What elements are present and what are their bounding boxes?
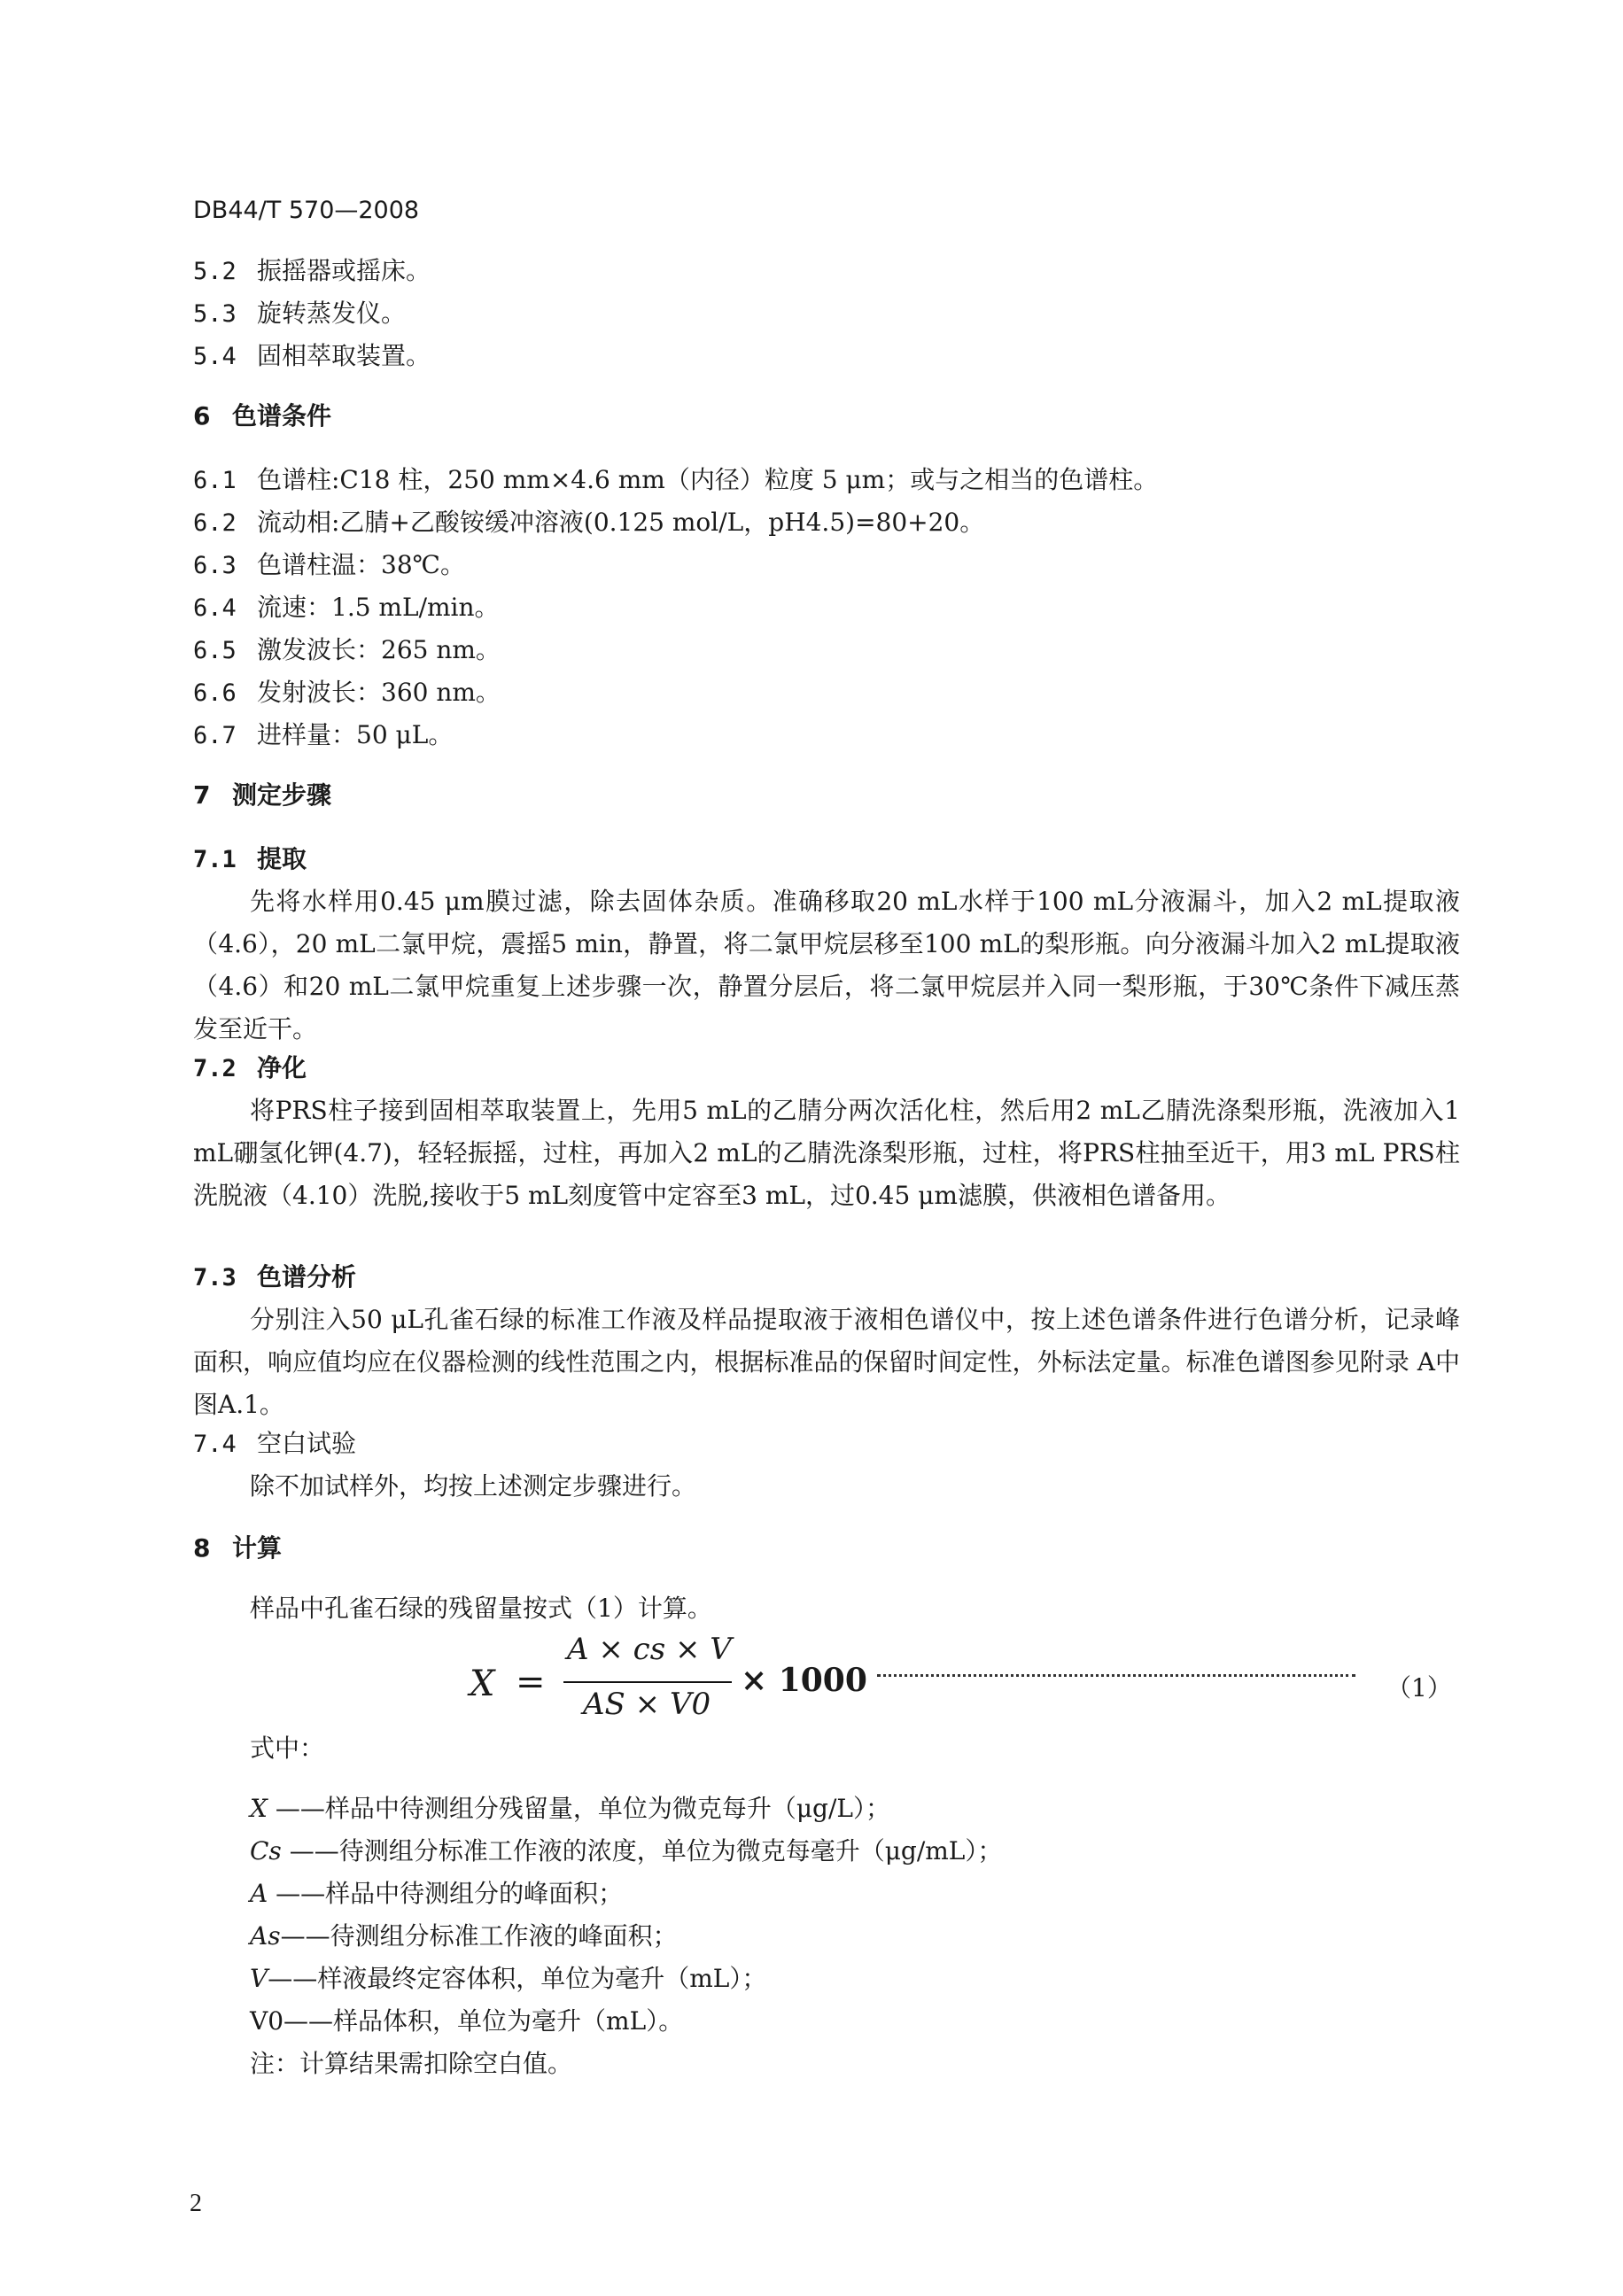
definition-item: V——样液最终定容体积，单位为毫升（mL）； <box>250 1964 767 1993</box>
list-item: 6.1 色谱柱:C18 柱，250 mm×4.6 mm（内径）粒度 5 μm；或与之相当的色谱柱。 <box>193 465 1159 494</box>
list-item: 6.5 激发波长：265 nm。 <box>193 635 501 664</box>
subsection-heading: 7.3 色谱分析 <box>193 1262 357 1292</box>
page-number: 2 <box>190 2190 202 2217</box>
definition-item: As——待测组分标准工作液的峰面积； <box>250 1921 678 1951</box>
formula <box>470 1632 1462 1752</box>
definition-item: X ——样品中待测组分残留量，单位为微克每升（μg/L）； <box>250 1794 890 1823</box>
formula-multiplier: × 1000 <box>741 1662 867 1699</box>
standard-code: DB44/T 570—2008 <box>193 197 420 224</box>
list-item: 6.4 流速：1.5 mL/min。 <box>193 593 500 622</box>
definition-item: A ——样品中待测组分的峰面积； <box>250 1879 624 1908</box>
equation-number: （1） <box>1386 1673 1452 1703</box>
list-item: 5.2 振摇器或摇床。 <box>193 256 431 285</box>
formula-equals: = <box>516 1662 546 1703</box>
definition-item: Cs ——待测组分标准工作液的浓度，单位为微克每毫升（μg/mL）； <box>250 1836 1003 1866</box>
definition-item: V0——样品体积，单位为毫升（mL）。 <box>250 2006 684 2036</box>
section-heading: 6 色谱条件 <box>193 401 332 430</box>
formula-numerator: A × cs × V <box>567 1632 732 1667</box>
list-item: 6.2 流动相:乙腈+乙酸铵缓冲溶液(0.125 mol/L，pH4.5)=80+20。 <box>193 508 985 537</box>
paragraph: 样品中孔雀石绿的残留量按式（1）计算。 <box>250 1594 712 1623</box>
fraction-bar <box>563 1681 732 1683</box>
paragraph: 分别注入50 μL孔雀石绿的标准工作液及样品提取液于液相色谱仪中，按上述色谱条件进行色谱分析，记录峰面积，响应值均应在仪器检测的线性范围之内，根据标准品的保留时间定性，外标法定量。标准色谱图参见附录 A中图A.1。 <box>193 1305 1460 1419</box>
list-item: 5.4 固相萃取装置。 <box>193 341 431 370</box>
list-item: 5.3 旋转蒸发仪。 <box>193 299 407 328</box>
subsection-heading: 7.1 提取 <box>193 844 307 873</box>
paragraph: 除不加试样外，均按上述测定步骤进行。 <box>250 1471 697 1501</box>
subsection-heading: 7.4 空白试验 <box>193 1429 357 1458</box>
list-item: 6.3 色谱柱温：38℃。 <box>193 550 465 579</box>
paragraph: 先将水样用0.45 μm膜过滤，除去固体杂质。准确移取20 mL水样于100 mL分液漏斗，加入2 mL提取液（4.6），20 mL二氯甲烷，震摇5 min，静置，将二氯甲烷层移至100 mL的梨形瓶。向分液漏斗加入2 mL提取液（4.6）和20 mL二氯甲烷重复上述步骤一次，静置分层后，将二氯甲烷层并入同一梨形瓶，于30℃条件下减压蒸发至近干。 <box>193 887 1460 1043</box>
list-item: 6.6 发射波长：360 nm。 <box>193 678 501 707</box>
paragraph: 将PRS柱子接到固相萃取装置上，先用5 mL的乙腈分两次活化柱，然后用2 mL乙腈洗涤梨形瓶，洗液加入1 mL硼氢化钾(4.7)，轻轻振摇，过柱，再加入2 mL的乙腈洗涤梨形瓶，过柱，将PRS柱抽至近干，用3 mL PRS柱洗脱液（4.10）洗脱,接收于5 mL刻度管中定容至3 mL，过0.45 μm滤膜，供液相色谱备用。 <box>193 1096 1460 1210</box>
where-label: 式中： <box>250 1734 325 1763</box>
section-heading: 7 测定步骤 <box>193 780 332 810</box>
list-item: 6.7 进样量：50 μL。 <box>193 720 454 749</box>
section-heading: 8 计算 <box>193 1533 283 1563</box>
subsection-heading: 7.2 净化 <box>193 1053 307 1082</box>
formula-denominator: AS × V0 <box>583 1687 711 1722</box>
formula-lhs: X <box>470 1664 495 1704</box>
formula-leader-dots <box>877 1674 1355 1677</box>
note: 注：计算结果需扣除空白值。 <box>250 2049 573 2078</box>
